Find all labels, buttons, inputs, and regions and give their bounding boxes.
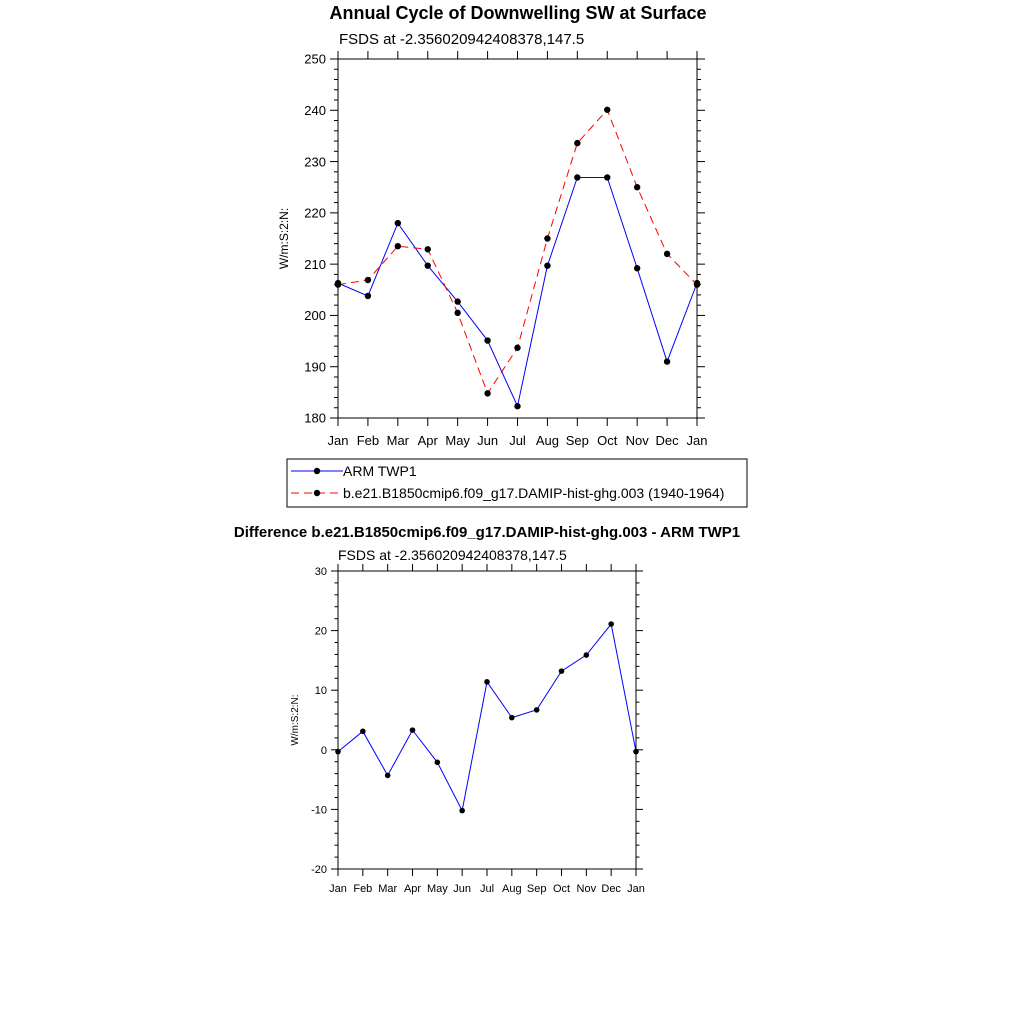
chart-2-series-1-line — [338, 624, 636, 811]
chart-1-series-1-point — [544, 262, 550, 268]
chart-1-series-1-point — [604, 174, 610, 180]
chart-2-y-tick-label: 30 — [314, 565, 327, 578]
chart-2-y-axis-label: W/m:S:2:N: — [290, 694, 301, 746]
chart-1-y-tick-label: 210 — [304, 256, 326, 272]
chart-2-series-1-point — [633, 749, 639, 755]
chart-2-x-tick-label: Mar — [378, 883, 398, 895]
chart-2-series-1-point — [335, 749, 341, 755]
chart-2-series-1-point — [435, 760, 441, 766]
chart-1-subtitle: FSDS at -2.356020942408378,147.5 — [339, 31, 585, 48]
chart-1-series-1-point — [425, 262, 431, 268]
chart-2-series-1-point — [410, 727, 416, 733]
chart-2-x-tick-label: Feb — [353, 883, 373, 895]
chart-2-subtitle: FSDS at -2.356020942408378,147.5 — [338, 547, 567, 563]
chart-2-x-tick-label: Jun — [453, 883, 472, 895]
chart-1-x-tick-label: Dec — [655, 433, 679, 448]
chart-2-series-1-point — [385, 773, 391, 779]
chart-2-x-tick-label: Aug — [502, 883, 522, 895]
chart-1-series-2-point — [365, 277, 371, 283]
chart-2-y-tick-label: -10 — [311, 804, 327, 817]
chart-2-x-tick-label: Dec — [601, 883, 621, 895]
chart-1-series-1-point — [664, 358, 670, 364]
chart-2-x-tick-label: Jan — [627, 883, 645, 895]
chart-1-y-tick-label: 220 — [304, 205, 326, 221]
chart-2-title: Difference b.e21.B1850cmip6.f09_g17.DAMIP-hist-ghg.003 - ARM TWP1 — [233, 524, 741, 541]
chart-1-y-tick-label: 230 — [304, 154, 326, 170]
chart-1-series-2-point — [514, 345, 520, 351]
chart-2-series-1-point — [559, 668, 565, 674]
chart-1-x-tick-label: Jan — [327, 433, 349, 448]
chart-1-series-1-point — [484, 337, 490, 343]
chart-1-series-2-point — [425, 246, 431, 252]
chart-2-x-tick-label: Jan — [329, 883, 347, 895]
chart-1-title: Annual Cycle of Downwelling SW at Surface — [329, 3, 707, 23]
chart-1-x-tick-label: Feb — [356, 433, 380, 448]
chart-2-series-1-point — [534, 707, 540, 713]
chart-2-x-tick-label: Oct — [552, 883, 571, 895]
chart-1-x-tick-label: Jan — [686, 433, 708, 448]
chart-1-y-tick-label: 190 — [304, 359, 326, 375]
legend-marker-1 — [314, 468, 320, 474]
chart-2-x-tick-label: Nov — [576, 883, 597, 895]
chart-1-series-2-point — [454, 310, 460, 316]
chart-1-x-tick-label: Jun — [477, 433, 499, 448]
chart-1-series-1-point — [454, 298, 460, 304]
chart-2-x-tick-label: Apr — [403, 883, 422, 895]
chart-1-series-1-point — [634, 265, 640, 271]
legend-label-1: ARM TWP1 — [343, 463, 417, 479]
chart-2-series-1-point — [509, 715, 515, 721]
chart-1-series-2-point — [604, 107, 610, 113]
chart-1-y-tick-label: 250 — [304, 51, 326, 67]
chart-1-series-2-point — [544, 235, 550, 241]
chart-2-series-1-point — [459, 808, 465, 814]
chart-1-y-axis-label: W/m:S:2:N: — [277, 207, 291, 270]
chart-1-x-tick-label: Nov — [625, 433, 649, 448]
chart-1-series-1-point — [574, 174, 580, 180]
chart-1-series-1-line — [338, 177, 697, 406]
chart-1-series-2-point — [574, 140, 580, 146]
chart-2-y-tick-label: 0 — [320, 744, 327, 757]
chart-1-x-tick-label: Jul — [509, 433, 526, 448]
chart-1-y-tick-label: 240 — [304, 102, 326, 118]
chart-2-plot-frame — [338, 571, 636, 869]
chart-1-series-2-point — [664, 251, 670, 257]
chart-1-x-tick-label: May — [445, 433, 470, 448]
chart-1-series-1-point — [514, 403, 520, 409]
chart-1-series-1-point — [365, 293, 371, 299]
chart-2-y-tick-label: -20 — [311, 863, 327, 876]
chart-1-series-2-point — [484, 390, 490, 396]
chart-1-series-2-point — [634, 184, 640, 190]
chart-1-x-tick-label: Aug — [535, 433, 559, 448]
chart-2-x-tick-label: May — [426, 883, 448, 895]
legend-label-2: b.e21.B1850cmip6.f09_g17.DAMIP-hist-ghg.003 (1940-1964) — [343, 485, 725, 501]
chart-1-x-tick-label: Oct — [597, 433, 618, 448]
legend-marker-2 — [314, 490, 320, 496]
chart-2-series-1-point — [608, 621, 614, 627]
chart-2-y-tick-label: 10 — [314, 685, 327, 698]
chart-2-x-tick-label: Jul — [479, 883, 495, 895]
chart-1-x-tick-label: Mar — [386, 433, 410, 448]
chart-1-x-tick-label: Sep — [565, 433, 589, 448]
chart-2-y-tick-label: 20 — [314, 625, 327, 638]
chart-2-series-1-point — [360, 729, 366, 735]
chart-1-series-2-point — [694, 281, 700, 287]
chart-1-y-tick-label: 200 — [304, 308, 326, 324]
chart-2-series-1-point — [584, 652, 590, 658]
chart-1-y-tick-label: 180 — [304, 410, 326, 426]
chart-1-series-2-point — [335, 281, 341, 287]
chart-1-series-1-point — [395, 220, 401, 226]
chart-1-series-2-point — [395, 243, 401, 249]
chart-1-x-tick-label: Apr — [417, 433, 438, 448]
chart-2-series-1-point — [484, 679, 490, 685]
chart-2-x-tick-label: Sep — [526, 883, 547, 895]
